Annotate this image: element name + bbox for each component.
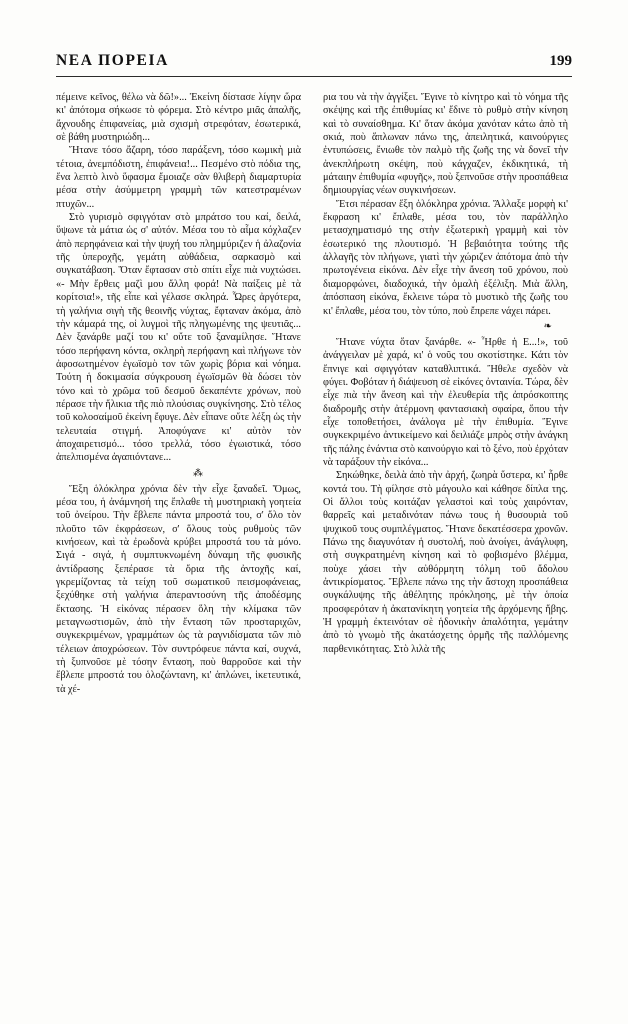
left-column: [56, 91, 301, 696]
right-column: [323, 91, 568, 656]
paragraph: Στὸ γυρισμὸ σφιγγόταν στὸ μπράτσο του καί, δειλά, ὕψωνε τὰ μάτια ὡς σ' αὐτόν. Μέσα του τὸ αἷμα κόχλαζεν ἀπὸ περηφάνεια καὶ τὴν ψυχή του πλημμύριζεν ἡ ἀλαζονία τῆς ὑπεροχῆς, γεμάτη αὐθάδεια, σαρκασμὸ καὶ συγκατάβαση. Ὅταν ἔφτασαν στὸ σπίτι εἶχε πιὰ νυχτώσει. «- Μὴν ἔρθεις μαζὶ μου ἄλλη φορά! Νὰ παίξεις μὲ τὰ κορίτσια!», τῆς εἶπε καὶ γέλασε σκληρά. Ὧρες ἀργότερα, τὴ γαλήνια σιγὴ τῆς θεοινῆς νύχτας, ἔφταναν ἀκόμα, ἀπὸ τὴν κάμαρά της, οἱ λυγμοὶ τῆς πληγωμένης της ψευτιᾶς... Δὲν ξανάρθε μαζί του κι' οὔτε τοῦ ξαναμίλησε. Ἥτανε τόσο περήφανη κόντα, σκληρὴ περήφανη καὶ πλήγωνε τὸν ἀφοσωτημένον ἐγωϊσμὸ τον τῶν χωρὶς βόρια καὶ νόημα. Τούτη ἡ δοκιμασία σύγκρουση ἐγωϊσμῶν θὰ δώσει τὸν τόνο καὶ τὸ χρῶμα τοῦ δεσμοῦ δεκαπέντε χρόνων, ποὺ πέρασε τὴν ἥλικια τῆς πιὸ πλούσιας συγκίνησης. Στὸ τέλος τοῦ κολοσαίμοῦ ἐκείνη ἔφυγε. Δὲν εἶπανε οὔτε λέξη ὡς τὴν τελευταία στιγμή. Ἀποφύγανε κι' αὐτὸν τὸν ἀποχαιρετισμό... τόσο τρελλά, τόσο ἐγωιστικά, τόσο ἀπελπισμένα ἀγαπιόντανε...: [56, 212, 301, 464]
paragraph: Σηκώθηκε, δειλὰ ἀπὸ τὴν ἀρχή, ζωηρὰ ὕστερα, κι' ἦρθε κοντά του. Τὴ φίλησε στὸ μάγουλο καὶ κάθησε δίπλα της. Οἱ ἄλλοι τοὺς κοιτάζαν γελαστοὶ καὶ τοὺς χαιρόνταν, θαρρεῖς καὶ μεταδινόταν πάνω τους ἡ θυσουριὰ τοῦ ψυχικοῦ τους συμπλέγματος. Ἥτανε δεκατέσσερα χρονῶν. Πάνω της διαγυνόταν ἡ συστολή, ποὺ ἀνοίγει, ἀνάγλυφη, στὴ συγκρατημένη κίνηση καὶ τὸ φοβισμένο βλέμμα, ποὺχε χάσει τὴν αὐθόρμητη τόλμη τοῦ ἄδολου ἀντικρίσματος. Ἔβλεπε πάνω της τὴν ἄστοχη προσπάθεια συγκάλυψης τῆς ἀθέλητης πρόκλησης, μὲ τὴν ὁποία προσφερόταν ἡ ἀκατανίκητη γοητεία τῆς ἀρχόμενης ἥβης. Ἡ γραμμὴ ἐκτεινόταν σὲ ἡδονικὴν ἀπαλότητα, γεμάτην ἀπὸ τὸ γνωμὸ τῆς ἀκατάσχετης ὁρμῆς τῆς παλλόμενης παρθενικότητας. Στὸ λιλὰ τῆς: [323, 470, 568, 655]
paragraph: ρια του νὰ τὴν ἀγγίξει. Ἔγινε τὸ κίνητρο καὶ τὸ νόημα τῆς σκέψης καὶ τῆς ἐπιθυμίας κι' ἔδινε τὸ ρυθμὸ στὴν κίνηση καὶ τὸ συναίσθημα. Κι' ὅταν ἀκόμα χανόταν κάτω ἀπὸ τὴ σκιά, ποὺ ἅπλωναν πάνω της, ἀπειλητικά, καινούργιες ἐντυπώσεις, ἔνιωθε τὸν παλμὸ τῆς ζωῆς της νὰ δονεῖ τὴν ἀνεκπλήρωτη σκέψη, ποὺ κάγχαζεν, ἐκδικητικά, τὴ μάταιην ἐπιθυμία «φυγῆς», ποὺ ξεπνοῦσε στὴν προσπάθεια δημιουργίας νέων συγκινήσεων.: [323, 92, 568, 197]
page-number: 199: [549, 53, 572, 69]
paragraph: Ἥτανε νύχτα ὅταν ξανάρθε. «- Ἦρθε ἡ Ε...!», τοῦ ἀνάγγειλαν μὲ χαρά, κι' ὁ νοῦς του σκοτίστηκε. Κάτι τὸν ἔπνιγε καὶ σφιγγόταν καταθλιπτικά. Ἤθελε σχεδὸν νὰ φύγει. Φοβόταν ἡ διάψευση σὲ εἰκόνες ὀνταινία. Τώρα, δὲν εἶχε πιὰ τὴν ἄνεση καὶ τὴν ἐλευθερία τῆς ἀπρόσκοπτης διαδρομῆς στὴν ἀτέρμονη φαντασιακὴ σφαίρα, ὅπου τὴν εἶχε τοποθετήσει, ἀνάλογα μὲ τὴν ἐπιθυμία. Ἔγινε συγκεκριμένο ἀντικείμενο καὶ δειλιάζε μπρὸς στὴν ἀνάγκη τῆς πάλης ἐνάντια στὸ καινούργιο καὶ τὸ ξένο, ποὺ ἐρχόταν νὰ ταράξουν τὴν εἰκόνα...: [323, 336, 568, 468]
text-columns: [56, 91, 572, 696]
paragraph: Ἔτσι πέρασαν ἕξη ὁλόκληρα χρόνια. Ἄλλαξε μορφὴ κι' ἔκφραση κι' ἔπλαθε, μέσα του, τὸν παράλληλο μετασχηματισμό της στὴν ἐξωτερικὴ γραμμὴ καὶ τὸν ἐσωτερικό της πλουτισμό. Ἡ βεβαιότητα τούτης τῆς ἀλλαγῆς τὸν πλήγωνε, γιατὶ τὴν χώριζεν ἀπότομα ἀπὸ τὴν πρωτογένεια εἰκόνα. Δὲν εἶχε τὴν ἄνεση τοῦ χρόνου, ποὺ διαμορφώνει, διαδοχικά, τὴν ὁμαλὴ ἐξέλιξη. Μιὰ ἄλλη, ἀπόσπαση εἰκόνα, ἔκλεινε τώρα τὸ μυστικὸ τῆς ζωῆς του κι' ἔπλαθε, μέσα του, τὸν τύπο, ποὺ ἔπρεπε νάχει πάρει.: [323, 198, 568, 317]
paragraph: πέμεινε κεῖνος, θέλω νὰ δῶ!»... Ἐκείνη δίστασε λίγην ὥρα κι' ἀπότομα σήκωσε τὸ φόρεμα. Στὸ κέντρο μιᾶς ἁπαλῆς, ἄχνουδης ἐπιφανείας, μιὰ σχισμὴ στρεφόταν, ἐσωτερικά, σὲ βάθη μυστηριώδη...: [56, 92, 301, 144]
journal-title: ΝΕΑ ΠΟΡΕΙΑ: [56, 52, 169, 69]
paragraph: Ἕξη ὁλόκληρα χρόνια δὲν τὴν εἶχε ξαναδεῖ. Ὅμως, μέσα του, ἡ ἀνάμνησή της ἔπλαθε τὴ μυστηριακὴ γοητεία τοῦ ὀνείρου. Τὴν ἔβλεπε πάντα μπροστά του, σ' ὅλο τὸν πλοῦτο τῶν ἐκφράσεων, σ' ὅλους τοὺς ρυθμοὺς τῶν κινήσεων, καὶ τὰ ἐρωδονὰ κρύβει μπροστά του τὰ μόνο. Σιγά - σιγά, ἡ συμπτυκνωμένη δύναμη τῆς φυσικῆς ἀντίδρασης ξεπέρασε τὰ ὅρια τῆς ἀντοχῆς καί, γκρεμίζοντας τὰ τείχη τοῦ σωματικοῦ πεισμοφάνειας, ξεχύθηκε στὴ γαλήνια ἀπεραντοσύνη τῆς ἀποδέσμης ἔκτασης. Ἡ εἰκόνας πέρασεν ὅλη τὴν κλίμακα τῶν μεταγνωστισμῶν, ἀπὸ τὴν ἔνταση τῶν προσταριχῶν, συγκεκριμένων, γραμμάτων ὡς τὰ ραγνιδίσματα τῶν πιὸ τέλειων ἀποχρώσεων. Τὸν συντρόφευε πάντα καί, συχνά, τὴ ξυπνοῦσε μὲ τόσην ἔνταση, ποὺ θαρροῦσε καὶ τὴν ἔβλεπε μπροστά του ὁλοζώντανη, κι' ἁπλώνει, ἱκετευτικά, τὰ χέ-: [56, 483, 301, 695]
page-header: [56, 52, 572, 77]
asterisk-ornament-icon: ⁂: [193, 467, 205, 479]
clover-ornament-icon: ❧: [543, 320, 554, 332]
paragraph: Ἥτανε τόσο ἄζαρη, τόσο παράξενη, τόσο κωμικὴ μιὰ τέτοια, ἀνεμπόδιστη, ἐπιφάνεια!... Πεσμένο στὸ πόδια της, ἕνα λεπτὸ λινὸ ὕφασμα ἔμοιαζε σὰν θλιβερὴ διαμαρτυρία μέσα στὴν ἀσύμμετρη γραμμὴ τῶν κατεστραμένων πτυχῶν...: [56, 145, 301, 210]
